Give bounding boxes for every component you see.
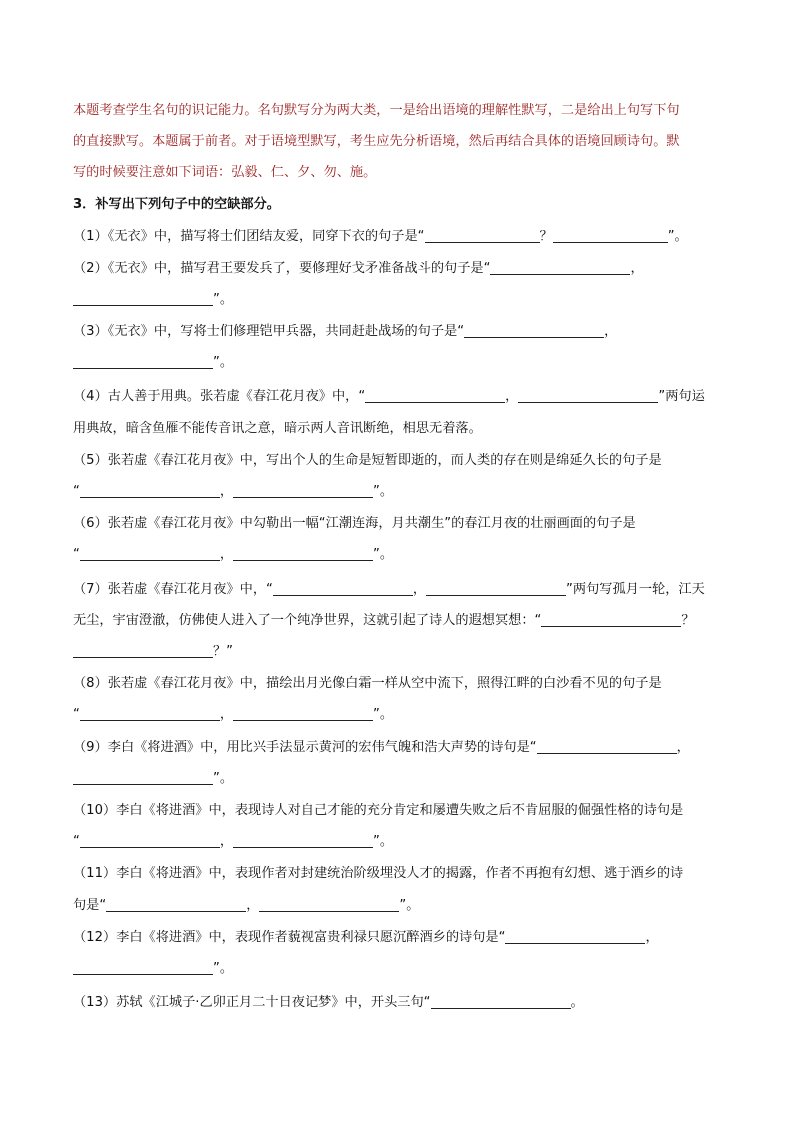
answer-blank[interactable]: [505, 929, 645, 944]
answer-blank[interactable]: [426, 581, 566, 596]
question-item-2: （2）《无衣》中，描写君王要发兵了，要修理好戈矛准备战斗的句子是“ ，: [73, 261, 644, 276]
answer-blank[interactable]: [73, 354, 213, 369]
answer-blank[interactable]: [425, 228, 540, 243]
question-item-3: （3）《无衣》中，写将士们修理铠甲兵器，共同赶赴战场的句子是“ ，: [73, 324, 618, 339]
question-item-5-cont: “ ， ”。: [73, 484, 394, 499]
answer-blank[interactable]: [537, 739, 677, 754]
answer-blank[interactable]: [80, 833, 220, 848]
explanation-line-2: 的直接默写。本题属于前者。对于语境型默写，考生应先分析语境，然后再结合具体的语境回顾诗句。默: [73, 134, 680, 149]
question-item-11: （11）李白《将进酒》中，表现作者对封建统治阶级埋没人才的揭露，作者不再抱有幻想、逃于酒乡的诗: [73, 866, 684, 881]
question-item-13: （13）苏轼《江城子·乙卯正月二十日夜记梦》中，开头三句“ 。: [73, 995, 584, 1010]
question-item-4-cont: 用典故，暗含鱼雁不能传音讯之意，暗示两人音讯断绝，相思无着落。: [73, 421, 482, 436]
answer-blank[interactable]: [233, 706, 373, 721]
question-item-9-cont: ”。: [73, 769, 722, 789]
question-item-8-cont: “ ， ”。: [73, 707, 394, 722]
question-item-9: （9）李白《将进酒》中，用比兴手法显示黄河的宏伟气魄和浩大声势的诗句是“ ，: [73, 740, 690, 755]
question-title: 3．补写出下列句子中的空缺部分。: [73, 197, 280, 212]
answer-blank[interactable]: [464, 323, 604, 338]
question-item-4: （4）古人善于用典。张若虚《春江花月夜》中，“ ， ”两句运: [73, 389, 705, 404]
answer-blank[interactable]: [233, 833, 373, 848]
answer-blank[interactable]: [553, 228, 668, 243]
answer-blank[interactable]: [106, 897, 246, 912]
answer-blank[interactable]: [73, 291, 213, 306]
answer-blank[interactable]: [490, 260, 630, 275]
question-item-6: （6）张若虚《春江花月夜》中勾勒出一幅“江潮连海，月共潮生”的春江月夜的壮丽画面的句子是: [73, 516, 636, 531]
question-item-12: （12）李白《将进酒》中，表现作者藐视富贵利禄只愿沉醉酒乡的诗句是“ ，: [73, 930, 659, 945]
explanation-line-3: 写的时候要注意如下词语：弘毅、仁、夕、勿、施。: [73, 165, 377, 180]
question-item-6-cont: “ ， ”。: [73, 547, 394, 562]
answer-blank[interactable]: [518, 388, 658, 403]
question-item-7-cont-2: ？”: [73, 642, 722, 662]
answer-blank[interactable]: [541, 612, 681, 627]
question-item-1: （1）《无衣》中，描写将士们团结友爱，同穿下衣的句子是“ ？ ”。: [73, 229, 688, 244]
answer-blank[interactable]: [73, 770, 213, 785]
question-item-7: （7）张若虚《春江花月夜》中，“ ， ”两句写孤月一轮，江天: [73, 582, 705, 597]
answer-blank[interactable]: [273, 581, 413, 596]
answer-blank[interactable]: [80, 706, 220, 721]
question-item-11-cont: 句是“ ， ”。: [73, 898, 420, 913]
answer-blank[interactable]: [233, 546, 373, 561]
answer-blank[interactable]: [259, 897, 399, 912]
answer-blank[interactable]: [233, 483, 373, 498]
question-item-10-cont: “ ， ”。: [73, 834, 394, 849]
answer-blank[interactable]: [431, 994, 571, 1009]
question-item-10: （10）李白《将进酒》中，表现诗人对自己才能的充分肯定和屡遭失败之后不肯屈服的倔强性格的诗句是: [73, 803, 684, 818]
question-item-3-cont: ”。: [73, 353, 722, 373]
answer-blank[interactable]: [80, 546, 220, 561]
answer-blank[interactable]: [80, 483, 220, 498]
answer-blank[interactable]: [73, 960, 213, 975]
question-item-12-cont: ”。: [73, 959, 722, 979]
answer-blank[interactable]: [365, 388, 505, 403]
question-item-2-cont: ”。: [73, 290, 722, 310]
question-item-5: （5）张若虚《春江花月夜》中，写出个人的生命是短暂即逝的，而人类的存在则是绵延久长的句子是: [73, 453, 662, 468]
question-item-7-cont: 无尘，宇宙澄澈，仿佛使人进入了一个纯净世界，这就引起了诗人的遐想冥想：“ ？: [73, 613, 695, 628]
question-item-8: （8）张若虚《春江花月夜》中，描绘出月光像白霜一样从空中流下，照得江畔的白沙看不见的句子是: [73, 676, 662, 691]
answer-blank[interactable]: [73, 643, 213, 658]
explanation-line-1: 本题考查学生名句的识记能力。名句默写分为两大类，一是给出语境的理解性默写，二是给出上句写下句: [73, 103, 680, 118]
